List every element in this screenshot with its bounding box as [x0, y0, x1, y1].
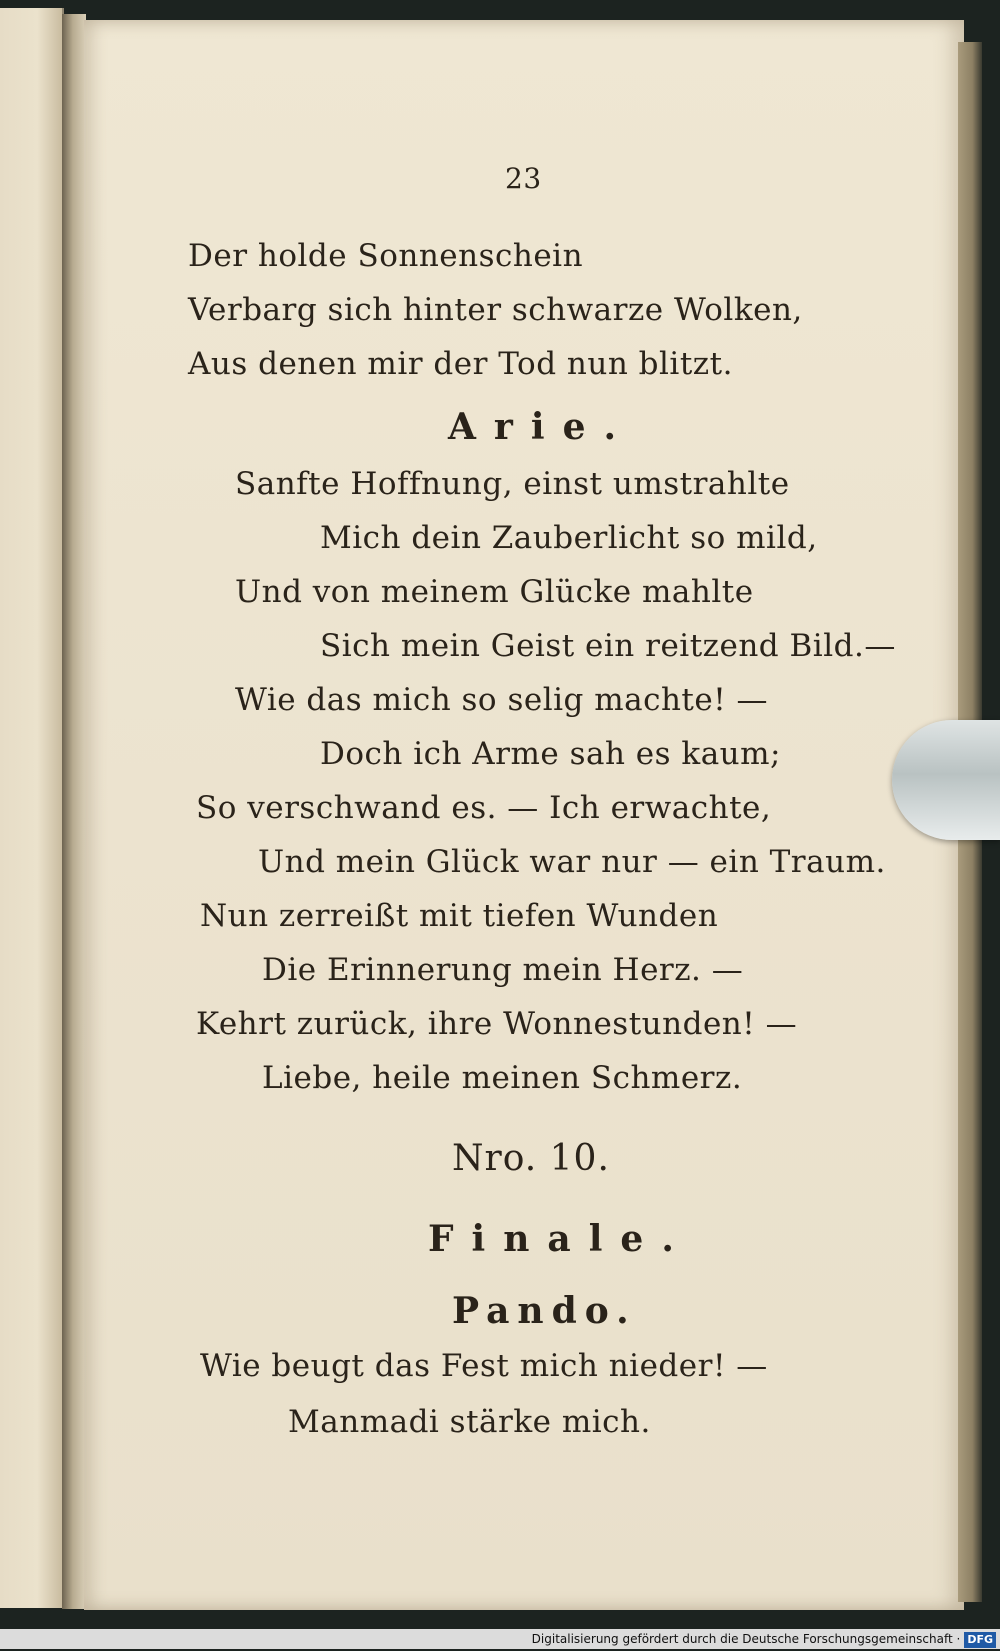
- aria-heading: Arie.: [448, 406, 635, 448]
- aria-line: Liebe, heile meinen Schmerz.: [262, 1060, 743, 1096]
- recitative-line: Der holde Sonnenschein: [188, 238, 584, 274]
- number-label: Nro. 10.: [452, 1138, 610, 1179]
- aria-line: Sich mein Geist ein reitzend Bild.—: [320, 628, 896, 664]
- aria-line: Sanfte Hoffnung, einst umstrahlte: [235, 466, 790, 502]
- finale-line: Manmadi stärke mich.: [288, 1404, 651, 1440]
- aria-line: Die Erinnerung mein Herz. —: [262, 952, 744, 988]
- speaker-name: Pando.: [452, 1290, 637, 1332]
- finale-heading: Finale.: [428, 1218, 692, 1260]
- funding-credit: Digitalisierung gefördert durch die Deutsche Forschungsgemeinschaft ·: [531, 1632, 961, 1646]
- aria-line: Nun zerreißt mit tiefen Wunden: [200, 898, 719, 934]
- aria-line: Wie das mich so selig machte! —: [235, 682, 769, 718]
- page-number: 23: [505, 162, 542, 195]
- aria-line: Doch ich Arme sah es kaum;: [320, 736, 781, 772]
- aria-line: So verschwand es. — Ich erwachte,: [196, 790, 772, 826]
- aria-line: Und von meinem Glücke mahlte: [235, 574, 754, 610]
- digitization-footer: [0, 1629, 1000, 1649]
- recitative-line: Verbarg sich hinter schwarze Wolken,: [188, 292, 803, 328]
- dfg-logo: DFG: [964, 1632, 996, 1648]
- aria-line: Mich dein Zauberlicht so mild,: [320, 520, 818, 556]
- recitative-line: Aus denen mir der Tod nun blitzt.: [188, 346, 733, 382]
- finale-line: Wie beugt das Fest mich nieder! —: [200, 1348, 768, 1384]
- aria-line: Kehrt zurück, ihre Wonnestunden! —: [196, 1006, 798, 1042]
- aria-line: Und mein Glück war nur — ein Traum.: [258, 844, 886, 880]
